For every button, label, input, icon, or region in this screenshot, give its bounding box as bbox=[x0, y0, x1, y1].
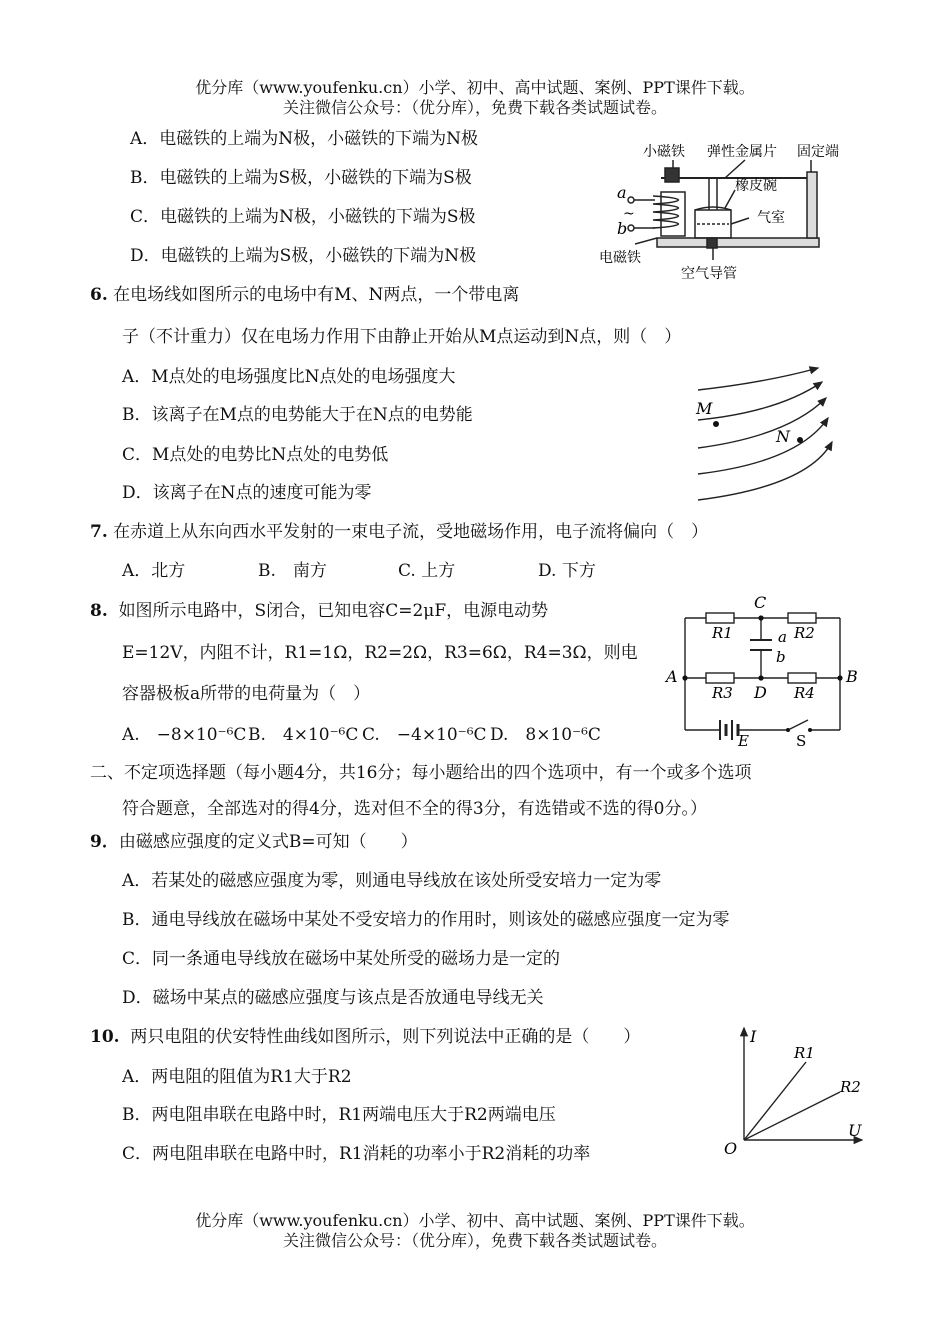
q9-number: 9． bbox=[90, 832, 119, 852]
field-line-1 bbox=[698, 368, 818, 390]
q5-option-a: A．电磁铁的上端为N极，小磁铁的下端为N极 bbox=[130, 129, 479, 149]
header-line-2: 关注微信公众号：（优分库），免费下载各类试题试卷。 bbox=[282, 98, 667, 117]
switch-S bbox=[788, 720, 808, 730]
q8-stem-line-3: 容器极板a所带的电荷量为（ ） bbox=[122, 684, 371, 704]
label-E: E bbox=[738, 732, 749, 750]
q7-option-d: D. 下方 bbox=[538, 561, 596, 581]
resistor-R2 bbox=[788, 613, 816, 623]
q9-stem-text: 由磁感应强度的定义式B=可知（ ） bbox=[118, 832, 418, 852]
label-air-chamber: 气室 bbox=[757, 210, 785, 226]
q8-option-c: C. −4×10⁻⁶C bbox=[362, 725, 487, 745]
label-rubber-bowl: 橡皮碗 bbox=[735, 178, 777, 194]
label-air-tube: 空气导管 bbox=[681, 266, 737, 282]
q9-option-c: C．同一条通电导线放在磁场中某处所受的磁场力是一定的 bbox=[122, 949, 561, 969]
label-D: D bbox=[754, 683, 767, 702]
q5-option-d: D．电磁铁的上端为S极，小磁铁的下端为N极 bbox=[130, 246, 477, 266]
q9-option-a: A．若某处的磁感应强度为零，则通电导线放在该处所受安培力一定为零 bbox=[122, 871, 662, 891]
q5-option-c: C．电磁铁的上端为N极，小磁铁的下端为S极 bbox=[130, 207, 476, 227]
q7-option-c: C. 上方 bbox=[398, 561, 456, 581]
label-I: I bbox=[750, 1027, 757, 1046]
q6-stem-line-1 bbox=[90, 284, 519, 306]
q10-number: 10. bbox=[90, 1027, 120, 1047]
label-B: B bbox=[846, 667, 858, 686]
section-2-line-1: 二、不定项选择题（每小题4分，共16分；每小题给出的四个选项中，有一个或多个选项 bbox=[90, 763, 752, 783]
label-elastic-metal: 弹性金属片 bbox=[707, 144, 777, 160]
label-R3: R3 bbox=[712, 684, 733, 702]
base-board bbox=[657, 238, 819, 247]
line-R2 bbox=[744, 1092, 840, 1140]
section-2-line-2: 符合题意，全部选对的得4分，选对但不全的得3分，有选错或不选的得0分。） bbox=[122, 799, 707, 819]
footer-line-2: 关注微信公众号：（优分库），免费下载各类试题试卷。 bbox=[282, 1231, 667, 1250]
q7-stem bbox=[90, 521, 708, 543]
label-a: a bbox=[617, 183, 627, 202]
label-S: S bbox=[796, 732, 807, 750]
label-U: U bbox=[848, 1121, 862, 1140]
footer-line-1: 优分库（www.youfenku.cn）小学、初中、高中试题、案例、PPT课件下载。 bbox=[195, 1211, 755, 1230]
q5-option-b: B．电磁铁的上端为S极，小磁铁的下端为S极 bbox=[130, 168, 472, 188]
q7-option-a: A．北方 bbox=[122, 561, 186, 581]
point-N bbox=[797, 437, 803, 443]
resistor-R4 bbox=[788, 673, 816, 683]
label-M: M bbox=[696, 399, 713, 418]
q8-stem-line-1 bbox=[90, 600, 548, 622]
q6-option-c: C．M点处的电势比N点处的电势低 bbox=[122, 445, 389, 465]
q5-figure bbox=[595, 138, 855, 284]
q6-number: 6. bbox=[90, 285, 108, 305]
label-N: N bbox=[776, 427, 790, 446]
label-R1: R1 bbox=[712, 624, 733, 642]
q10-option-c: C．两电阻串联在电路中时，R1消耗的功率小于R2消耗的功率 bbox=[122, 1144, 591, 1164]
small-magnet bbox=[665, 168, 679, 182]
q8-circuit-figure bbox=[660, 592, 860, 750]
q10-iu-graph bbox=[714, 1020, 874, 1162]
q10-stem-text: 两只电阻的伏安特性曲线如图所示，则下列说法中正确的是（ ） bbox=[130, 1027, 641, 1047]
label-b: b bbox=[776, 648, 786, 666]
line-R1 bbox=[744, 1062, 806, 1140]
q6-option-d: D．该离子在N点的速度可能为零 bbox=[122, 483, 372, 503]
q6-option-b: B．该离子在M点的电势能大于在N点的电势能 bbox=[122, 405, 473, 425]
label-O: O bbox=[724, 1139, 738, 1158]
q6-option-a: A．M点处的电场强度比N点处的电场强度大 bbox=[122, 367, 456, 387]
resistor-R1 bbox=[706, 613, 734, 623]
resistor-R3 bbox=[706, 673, 734, 683]
q7-number: 7. bbox=[90, 522, 108, 542]
q10-stem bbox=[90, 1026, 640, 1048]
q8-option-b: B. 4×10⁻⁶C bbox=[248, 725, 359, 745]
fixed-post bbox=[807, 172, 817, 238]
q10-option-b: B．两电阻串联在电路中时，R1两端电压大于R2两端电压 bbox=[122, 1105, 556, 1125]
label-small-magnet: 小磁铁 bbox=[643, 144, 685, 160]
point-M bbox=[713, 421, 719, 427]
q9-option-b: B．通电导线放在磁场中某处不受安培力的作用时，则该处的磁感应强度一定为零 bbox=[122, 910, 730, 930]
air-tube bbox=[707, 238, 717, 248]
label-C: C bbox=[754, 593, 767, 612]
label-R2: R2 bbox=[840, 1078, 861, 1096]
label-R2: R2 bbox=[794, 624, 815, 642]
q6-stem-line-2: 子（不计重力）仅在电场力作用下由静止开始从M点运动到N点，则（ ） bbox=[122, 327, 682, 347]
q8-number: 8. bbox=[90, 601, 108, 621]
q8-stem-1: 如图所示电路中，S闭合，已知电容C=2μF，电源电动势 bbox=[118, 601, 549, 621]
q7-option-b: B. 南方 bbox=[258, 561, 327, 581]
label-A: A bbox=[666, 667, 678, 686]
q6-stem-1: 在电场线如图所示的电场中有M、N两点，一个带电离 bbox=[113, 285, 520, 305]
q6-field-figure bbox=[688, 362, 838, 508]
q10-option-a: A．两电阻的阻值为R1大于R2 bbox=[122, 1067, 352, 1087]
q7-stem-text: 在赤道上从东向西水平发射的一束电子流，受地磁场作用，电子流将偏向（ ） bbox=[113, 522, 709, 542]
label-R1: R1 bbox=[794, 1044, 815, 1062]
q8-option-d: D. 8×10⁻⁶C bbox=[490, 725, 601, 745]
label-electromagnet: 电磁铁 bbox=[599, 250, 641, 266]
q9-option-d: D．磁场中某点的磁感应强度与该点是否放通电导线无关 bbox=[122, 988, 544, 1008]
label-b: b bbox=[617, 219, 628, 238]
label-a: a bbox=[778, 628, 787, 646]
q8-stem-line-2: E=12V，内阻不计，R1=1Ω，R2=2Ω，R3=6Ω，R4=3Ω，则电 bbox=[122, 643, 638, 663]
header-line-1: 优分库（www.youfenku.cn）小学、初中、高中试题、案例、PPT课件下载。 bbox=[195, 78, 755, 97]
label-ac: ~ bbox=[623, 206, 635, 222]
q9-stem bbox=[90, 831, 418, 853]
coil-windings bbox=[653, 196, 679, 228]
q8-option-a: A. −8×10⁻⁶C bbox=[122, 725, 247, 745]
label-fixed-end: 固定端 bbox=[797, 144, 839, 160]
label-R4: R4 bbox=[794, 684, 815, 702]
